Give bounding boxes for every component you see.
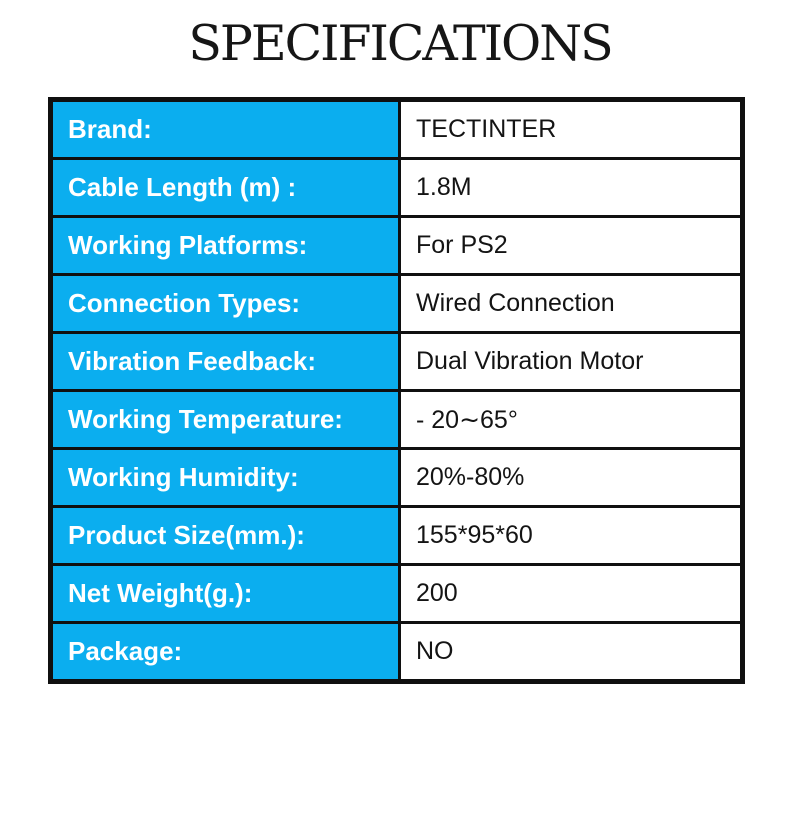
spec-value: For PS2 [400, 217, 743, 275]
spec-label: Cable Length (m) : [51, 159, 400, 217]
table-row [51, 100, 743, 159]
spec-value: Wired Connection [400, 275, 743, 333]
spec-value: 1.8M [400, 159, 743, 217]
table-row [51, 275, 743, 333]
table-row [51, 391, 743, 449]
spec-label: Working Platforms: [51, 217, 400, 275]
spec-value: 155*95*60 [400, 507, 743, 565]
table-row [51, 159, 743, 217]
spec-value: Dual Vibration Motor [400, 333, 743, 391]
spec-value: 200 [400, 565, 743, 623]
spec-label: Net Weight(g.): [51, 565, 400, 623]
spec-label: Working Humidity: [51, 449, 400, 507]
table-row [51, 449, 743, 507]
table-row [51, 623, 743, 682]
spec-value: NO [400, 623, 743, 682]
spec-value: 20%-80% [400, 449, 743, 507]
table-row [51, 507, 743, 565]
specifications-table [48, 97, 745, 684]
spec-label: Connection Types: [51, 275, 400, 333]
table-row [51, 217, 743, 275]
specifications-table-body [51, 100, 743, 682]
spec-label: Product Size(mm.): [51, 507, 400, 565]
spec-value: - 20∼65° [400, 391, 743, 449]
spec-label: Working Temperature: [51, 391, 400, 449]
table-row [51, 565, 743, 623]
spec-label: Vibration Feedback: [51, 333, 400, 391]
page-title: SPECIFICATIONS [188, 15, 612, 72]
spec-label: Brand: [51, 100, 400, 159]
spec-label: Package: [51, 623, 400, 682]
table-row [51, 333, 743, 391]
spec-value: TECTINTER [400, 100, 743, 159]
